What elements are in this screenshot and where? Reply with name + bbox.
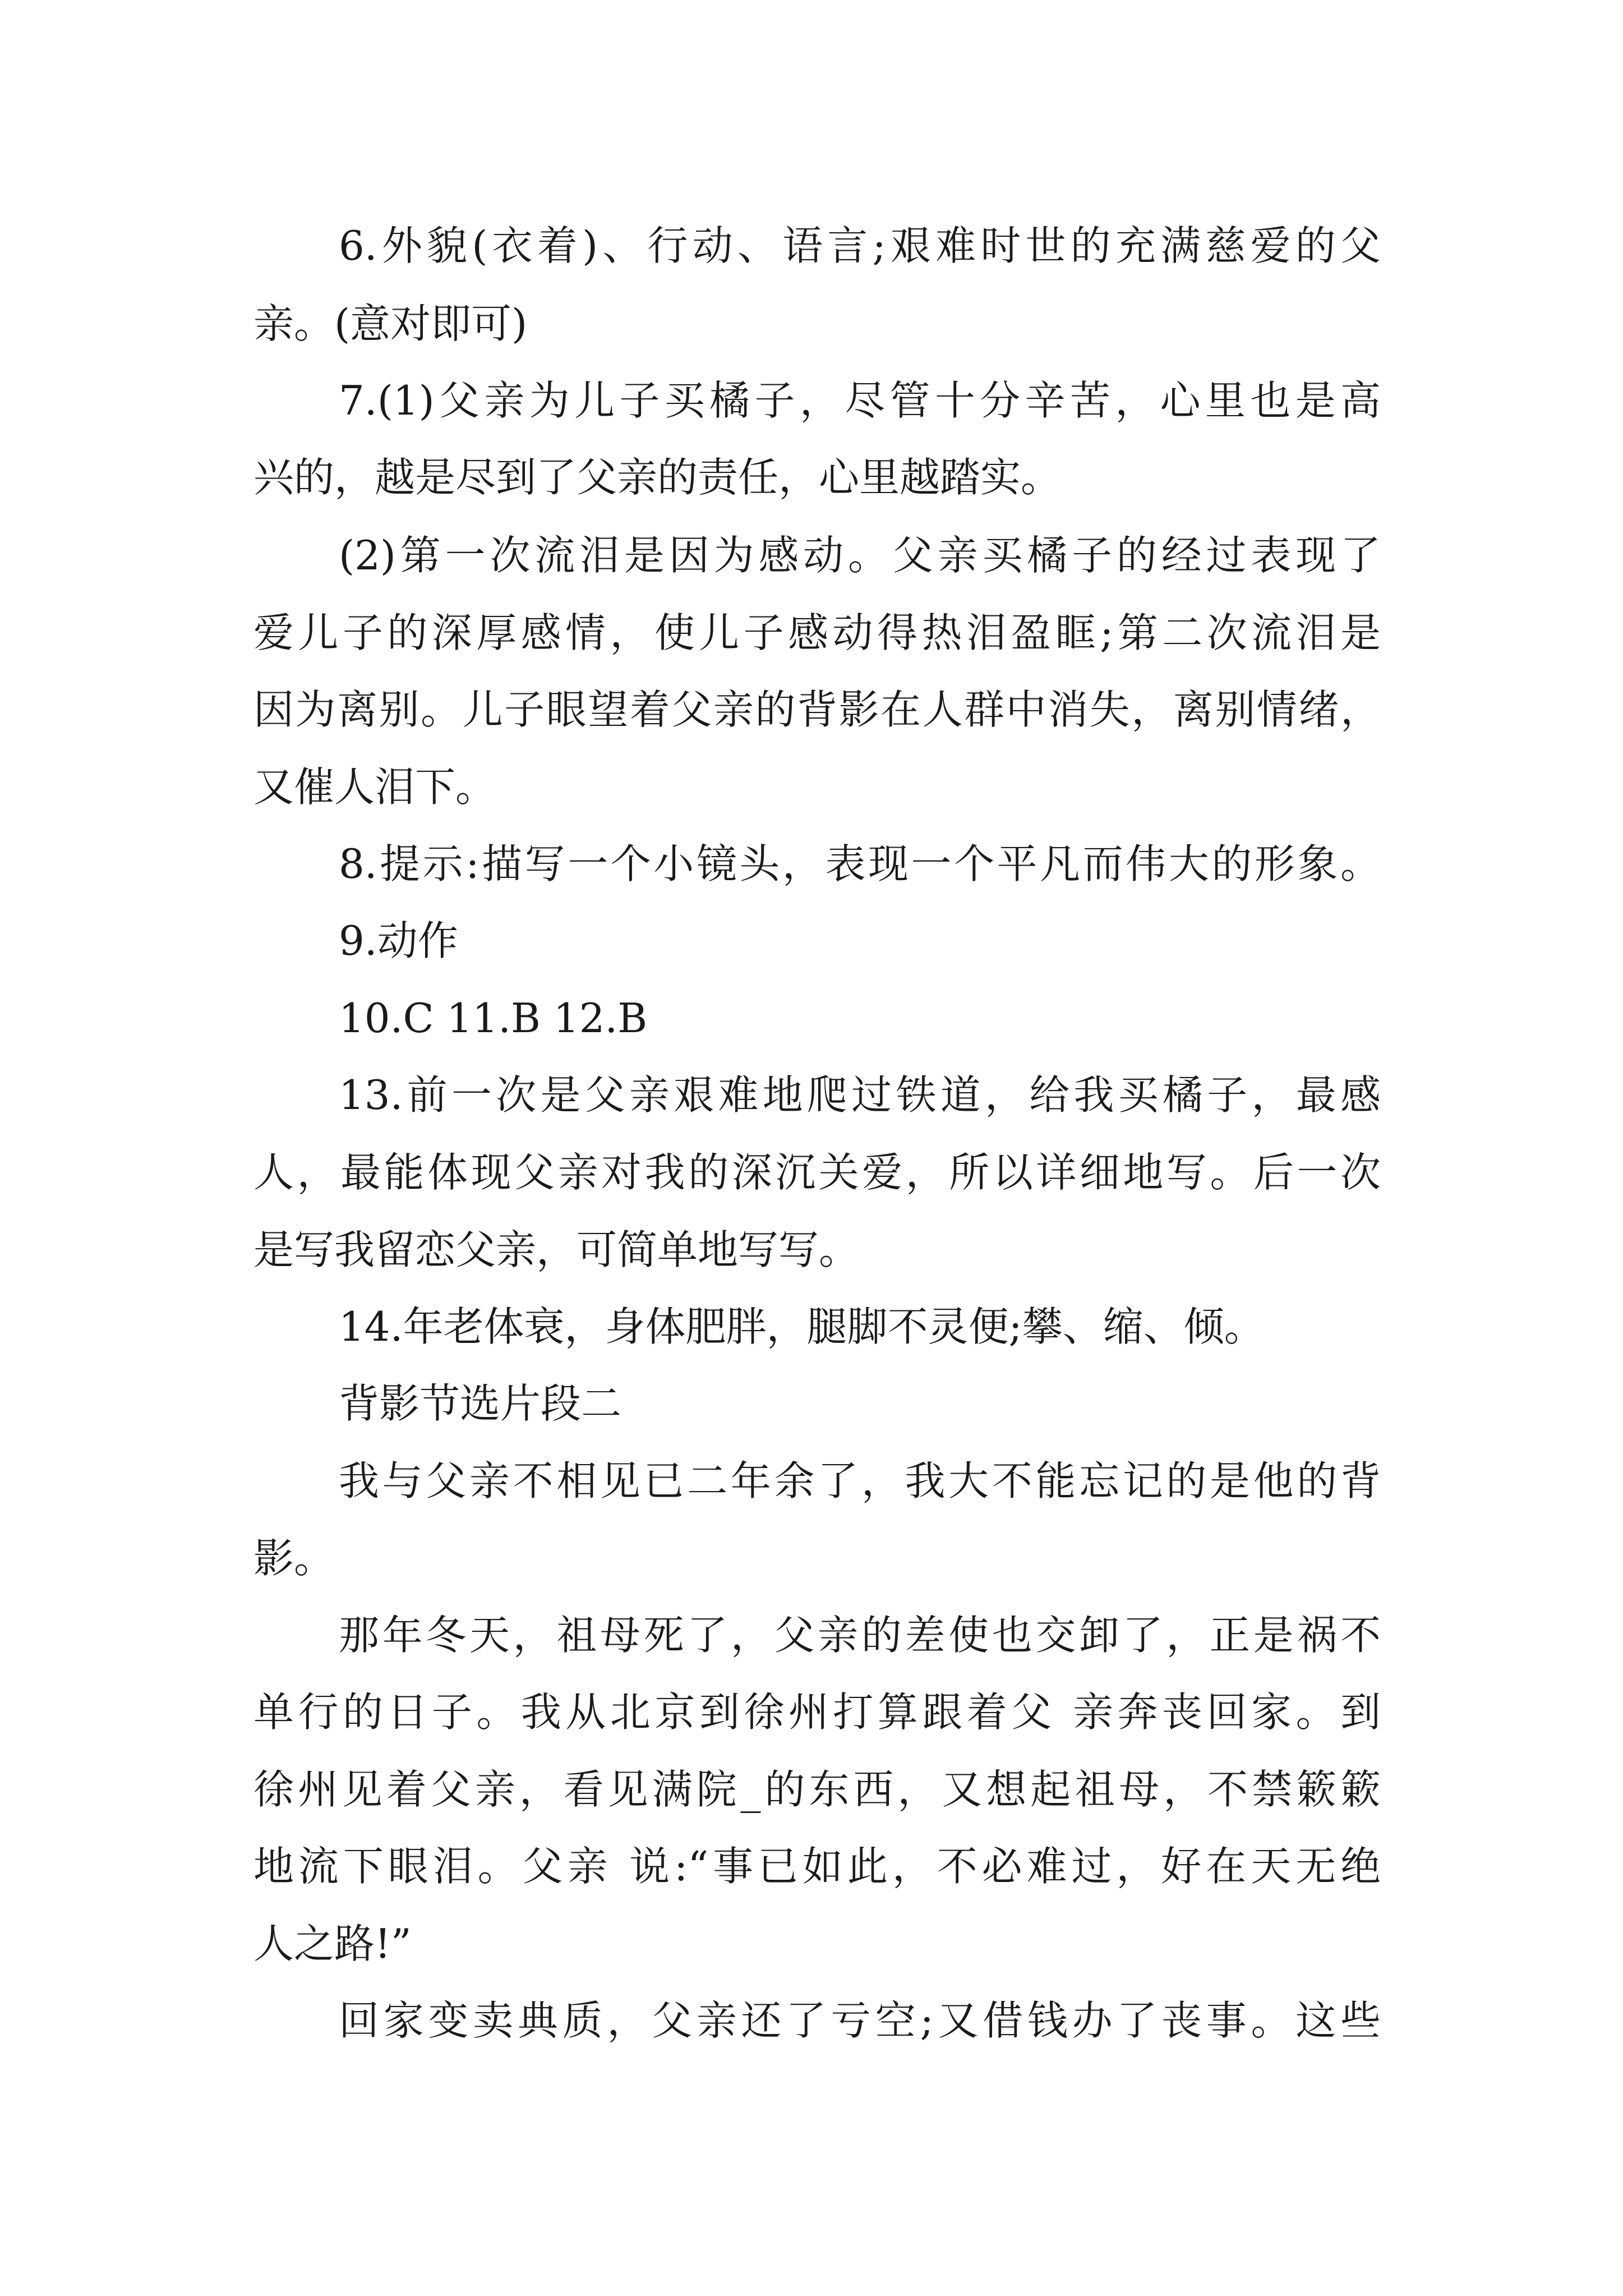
text-line: 13.前一次是父亲艰难地爬过铁道，给我买橘子，最感 bbox=[339, 1071, 1381, 1119]
text-line: 亲。(意对即可) bbox=[253, 300, 528, 347]
text-line: 8.提示:描写一个小镜头，表现一个平凡而伟大的形象。 bbox=[339, 840, 1381, 887]
text-line: 单行的日子。我从北京到徐州打算跟着父 亲奔丧回家。到 bbox=[253, 1688, 1381, 1736]
text-line: (2)第一次流泪是因为感动。父亲买橘子的经过表现了 bbox=[339, 532, 1381, 579]
text-line: 9.动作 bbox=[339, 917, 458, 964]
text-line: 10.C 11.B 12.B bbox=[339, 995, 648, 1042]
text-line: 是写我留恋父亲，可简单地写写。 bbox=[253, 1226, 860, 1273]
text-line: 地流下眼泪。父亲 说:“事已如此，不必难过，好在天无绝 bbox=[253, 1843, 1381, 1890]
text-line: 影。 bbox=[253, 1535, 335, 1582]
text-line: 爱儿子的深厚感情，使儿子感动得热泪盈眶;第二次流泪是 bbox=[253, 609, 1381, 656]
text-line: 人之路!” bbox=[253, 1920, 412, 1967]
text-line: 回家变卖典质，父亲还了亏空;又借钱办了丧事。这些 bbox=[339, 1997, 1381, 2044]
text-line: 兴的，越是尽到了父亲的责任，心里越踏实。 bbox=[253, 454, 1062, 501]
text-line: 14.年老体衰，身体肥胖，腿脚不灵便;攀、缩、倾。 bbox=[339, 1303, 1265, 1350]
text-line: 又催人泪下。 bbox=[253, 763, 496, 811]
text-line: 7.(1)父亲为儿子买橘子，尽管十分辛苦，心里也是高 bbox=[339, 377, 1381, 424]
text-line: 那年冬天，祖母死了，父亲的差使也交卸了，正是祸不 bbox=[339, 1612, 1381, 1659]
text-line: 6.外貌(衣着)、行动、语言;艰难时世的充满慈爱的父 bbox=[339, 222, 1381, 269]
text-line: 徐州见着父亲，看见满院_的东西，又想起祖母，不禁簌簌 bbox=[253, 1766, 1381, 1813]
text-line: 人，最能体现父亲对我的深沉关爱，所以详细地写。后一次 bbox=[253, 1149, 1381, 1196]
text-line: 我与父亲不相见已二年余了，我大不能忘记的是他的背 bbox=[339, 1457, 1381, 1504]
section-heading: 背影节选片段二 bbox=[339, 1380, 622, 1427]
text-line: 因为离别。儿子眼望着父亲的背影在人群中消失，离别情绪， bbox=[253, 686, 1381, 733]
